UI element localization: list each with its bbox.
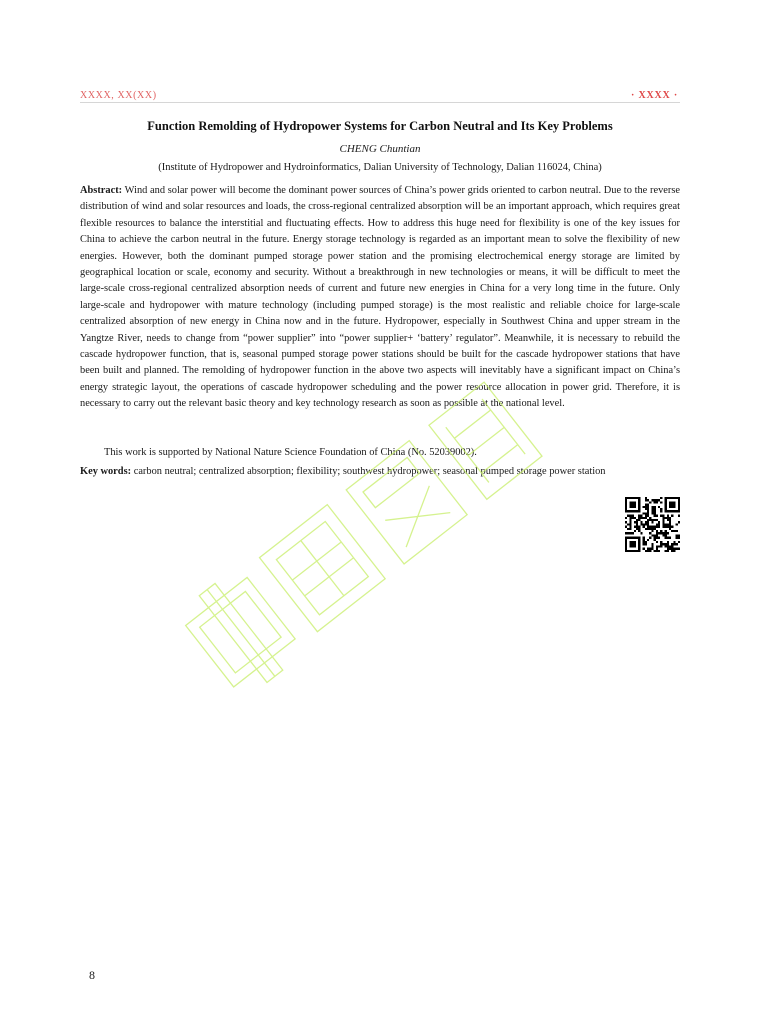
paper-title: Function Remolding of Hydropower Systems for Carbon Neutral and Its Key Problems xyxy=(147,119,613,133)
journal-header-left: XXXX, XX(XX) xyxy=(80,90,157,101)
keywords-paragraph xyxy=(80,464,680,480)
qr-code-icon xyxy=(625,497,680,552)
watermark-logo xyxy=(150,380,570,700)
abstract-label: Abstract: xyxy=(80,185,123,196)
funding-note: This work is supported by National Nature Science Foundation of China (No. 52039002). xyxy=(104,447,477,458)
abstract-paragraph xyxy=(80,183,680,413)
header-divider xyxy=(80,102,680,103)
keywords-label: Key words: xyxy=(80,466,132,477)
keywords-text: carbon neutral; centralized absorption; flexibility; southwest hydropower; seasonal pumped storage power station xyxy=(133,466,606,477)
page-number: 8 xyxy=(89,968,95,982)
author-name: CHENG Chuntian xyxy=(339,143,421,155)
author-affiliation: (Institute of Hydropower and Hydroinformatics, Dalian University of Technology, Dalian 116024, China) xyxy=(158,162,602,173)
abstract-text: Wind and solar power will become the dominant power sources of China’s power grids oriented to carbon neutral. Due to the reverse distribution of wind and solar resources and loads, the cross-regional centralized absorption will be an important approach, which requires great flexible resources to balance the interstitial and fluctuating effects. How to address this huge need for flexibility is one of the key issues for China to achieve the carbon neutral in the future. Energy storage technology is regarded as an important mean to solve the flexibility of new energies. However, both the dominant pumped storage power station and the promising electrochemical energy storage are limited by geographical location or scale, economy and security. Without a breakthrough in new technologies or means, it will be difficult to meet the large-scale cross-regional centralized absorption needs of current and future new energies in China for a very long time in the future. Only large-scale and hydropower with mature technology (including pumped storage) is the most realistic and reliable choice for large-scale centralized absorption of new energy in China now and in the future. Hydropower, especially in Southwest China and upper stream in the Yangtze River, needs to change from “power supplier” into “power supplier+ ‘battery’ regulator”. Meanwhile, it is necessary to rebuild the cascade hydropower function, that is, seasonal pumped storage power stations should be built for the cascade hydropower stations that have been built and planned. The remolding of hydropower function in the above two aspects will inevitably have a significant impact on China’s energy strategic layout, the operations of cascade hydropower scheduling and the power resource allocation in power grid. Therefore, it is necessary to carry out the relevant basic theory and key technology research as soon as possible at the national level. xyxy=(80,185,680,410)
journal-header-right: · XXXX · xyxy=(631,90,678,101)
